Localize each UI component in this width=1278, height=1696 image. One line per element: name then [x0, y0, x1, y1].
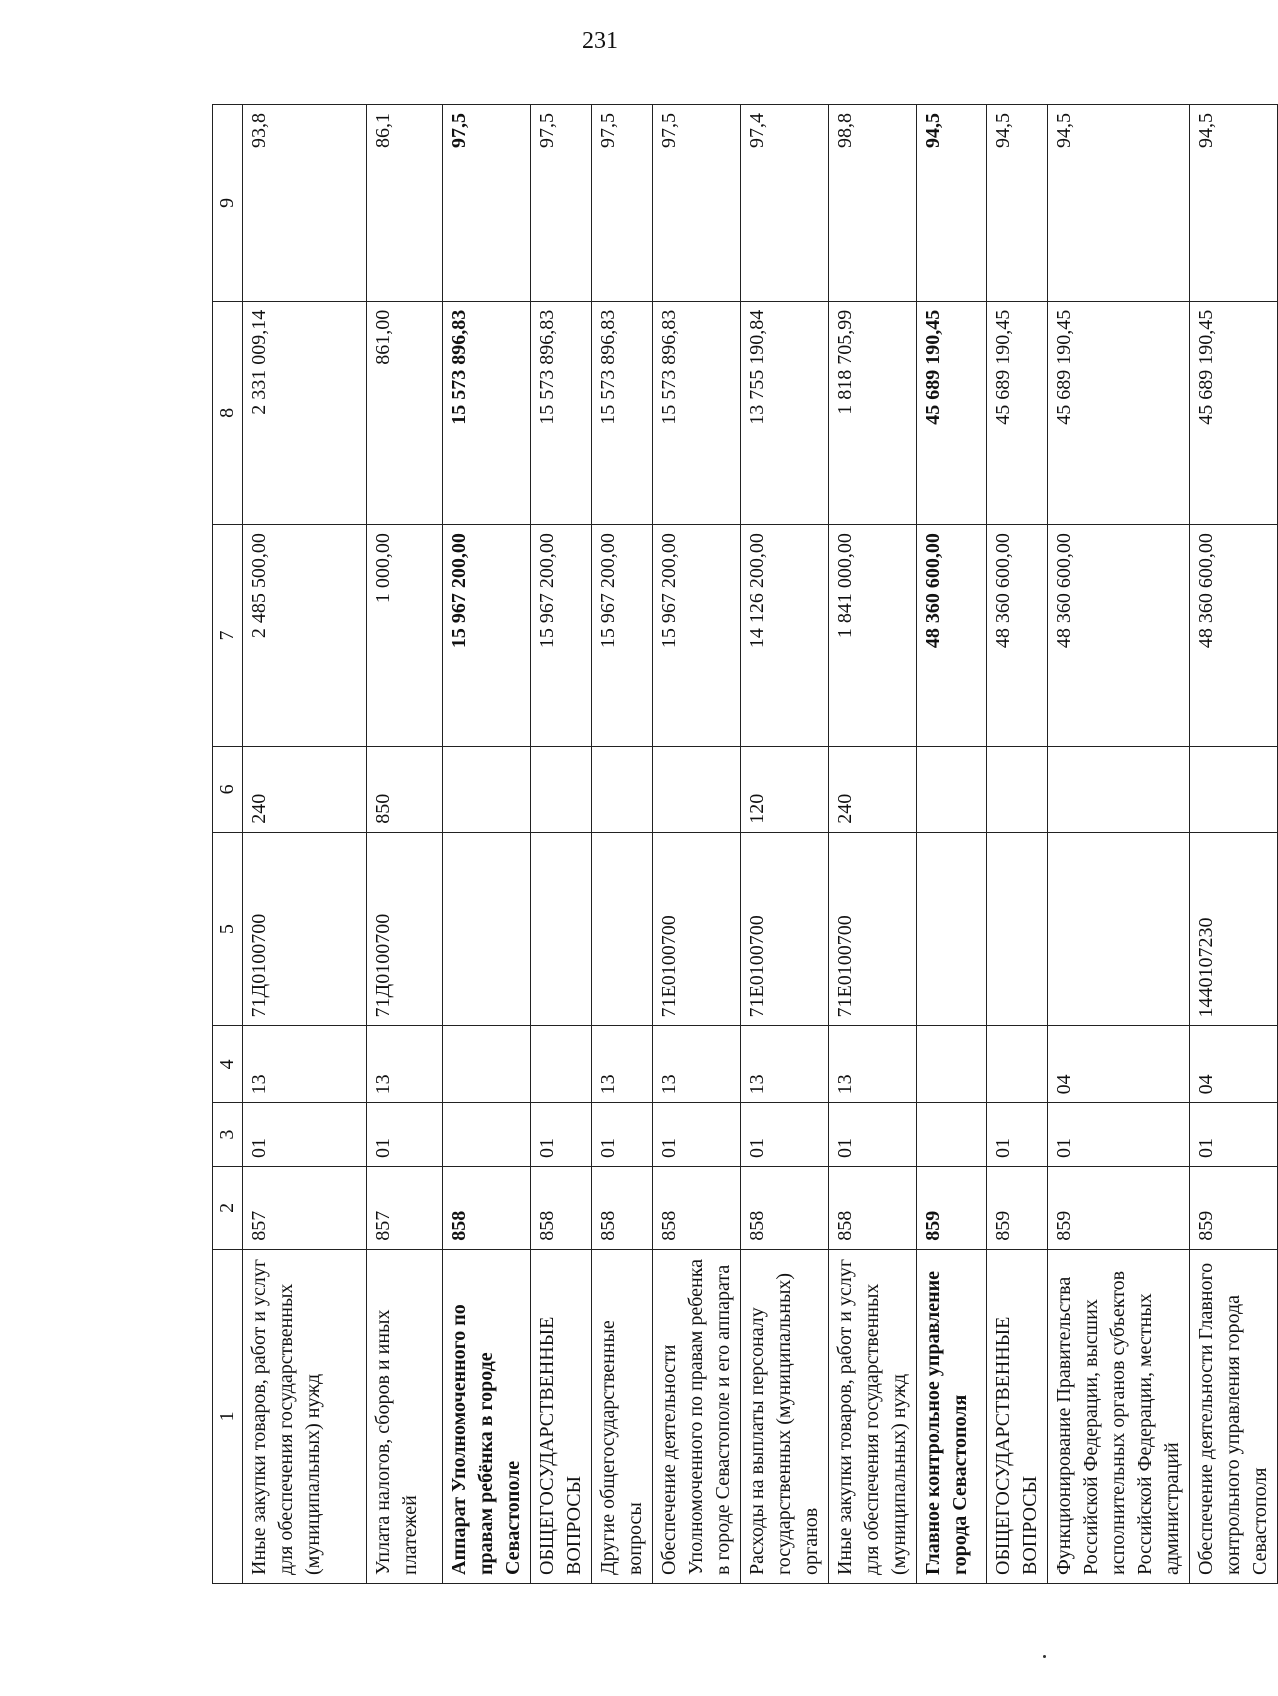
ministry-code-cell: 858 [443, 1166, 531, 1249]
column-header: 1 [213, 1249, 243, 1583]
percent-cell: 86,1 [367, 105, 443, 302]
ministry-code-cell: 858 [531, 1166, 592, 1249]
row-name-cell: Уплата налогов, сборов и иных платежей [367, 1249, 443, 1583]
table-header [213, 105, 243, 1584]
column-header: 6 [213, 746, 243, 832]
approved-amount-cell: 15 967 200,00 [592, 525, 653, 747]
subsection-cell: 13 [592, 1026, 653, 1103]
subsection-cell [531, 1026, 592, 1103]
table-row [917, 105, 987, 1584]
approved-amount-cell: 15 967 200,00 [443, 525, 531, 747]
column-header: 9 [213, 105, 243, 302]
executed-amount-cell: 1 818 705,99 [829, 301, 917, 524]
column-header: 3 [213, 1103, 243, 1167]
executed-amount-cell: 45 689 190,45 [1190, 301, 1278, 524]
expense-type-cell [592, 746, 653, 832]
target-article-cell [1048, 832, 1190, 1026]
row-name-cell: ОБЩЕГОСУДАРСТВЕННЫЕ ВОПРОСЫ [531, 1249, 592, 1583]
target-article-cell [917, 832, 987, 1026]
expense-type-cell: 850 [367, 746, 443, 832]
row-name-cell: Расходы на выплаты персоналу государственных (муниципальных) органов [741, 1249, 829, 1583]
percent-cell: 94,5 [987, 105, 1048, 302]
ministry-code-cell: 859 [917, 1166, 987, 1249]
percent-cell: 97,5 [592, 105, 653, 302]
expense-type-cell: 240 [243, 746, 367, 832]
percent-cell: 97,4 [741, 105, 829, 302]
percent-cell: 94,5 [917, 105, 987, 302]
row-name-cell: Другие общегосударственные вопросы [592, 1249, 653, 1583]
expense-type-cell [531, 746, 592, 832]
subsection-cell: 04 [1190, 1026, 1278, 1103]
expense-type-cell [653, 746, 741, 832]
executed-amount-cell: 45 689 190,45 [1048, 301, 1190, 524]
executed-amount-cell: 15 573 896,83 [653, 301, 741, 524]
expense-type-cell [987, 746, 1048, 832]
executed-amount-cell: 45 689 190,45 [917, 301, 987, 524]
percent-cell: 94,5 [1048, 105, 1190, 302]
ministry-code-cell: 857 [367, 1166, 443, 1249]
row-name-cell: Обеспечение деятельности Главного контрольного управления города Севастополя [1190, 1249, 1278, 1583]
expense-type-cell [1048, 746, 1190, 832]
section-cell: 01 [1048, 1103, 1190, 1167]
ministry-code-cell: 858 [741, 1166, 829, 1249]
percent-cell: 97,5 [531, 105, 592, 302]
percent-cell: 97,5 [653, 105, 741, 302]
row-name-cell: Иные закупки товаров, работ и услуг для обеспечения государственных (муниципальных) нужд [829, 1249, 917, 1583]
approved-amount-cell: 48 360 600,00 [987, 525, 1048, 747]
subsection-cell [443, 1026, 531, 1103]
target-article-cell: 71Е0100700 [653, 832, 741, 1026]
target-article-cell: 71Е0100700 [741, 832, 829, 1026]
section-cell [917, 1103, 987, 1167]
percent-cell: 93,8 [243, 105, 367, 302]
table-row [1190, 105, 1278, 1584]
subsection-cell [987, 1026, 1048, 1103]
approved-amount-cell: 2 485 500,00 [243, 525, 367, 747]
executed-amount-cell: 861,00 [367, 301, 443, 524]
subsection-cell: 13 [653, 1026, 741, 1103]
approved-amount-cell: 15 967 200,00 [653, 525, 741, 747]
table-row [987, 105, 1048, 1584]
ministry-code-cell: 859 [1190, 1166, 1278, 1249]
target-article-cell [531, 832, 592, 1026]
percent-cell: 98,8 [829, 105, 917, 302]
section-cell: 01 [592, 1103, 653, 1167]
rotated-table-wrapper [212, 104, 1271, 1584]
approved-amount-cell: 48 360 600,00 [917, 525, 987, 747]
column-header: 8 [213, 301, 243, 524]
table-row [531, 105, 592, 1584]
section-cell: 01 [987, 1103, 1048, 1167]
ministry-code-cell: 858 [829, 1166, 917, 1249]
table-row [243, 105, 367, 1584]
target-article-cell: 71Д0100700 [243, 832, 367, 1026]
executed-amount-cell: 13 755 190,84 [741, 301, 829, 524]
ministry-code-cell: 859 [987, 1166, 1048, 1249]
scan-speck [1043, 1655, 1046, 1658]
subsection-cell: 13 [367, 1026, 443, 1103]
executed-amount-cell: 15 573 896,83 [592, 301, 653, 524]
executed-amount-cell: 2 331 009,14 [243, 301, 367, 524]
row-name-cell: Аппарат Уполномоченного по правам ребёнка в городе Севастополе [443, 1249, 531, 1583]
target-article-cell [443, 832, 531, 1026]
executed-amount-cell: 15 573 896,83 [531, 301, 592, 524]
approved-amount-cell: 15 967 200,00 [531, 525, 592, 747]
column-header: 5 [213, 832, 243, 1026]
page-number: 231 [582, 28, 618, 54]
column-header: 7 [213, 525, 243, 747]
target-article-cell: 1440107230 [1190, 832, 1278, 1026]
section-cell: 01 [367, 1103, 443, 1167]
table-row [592, 105, 653, 1584]
percent-cell: 94,5 [1190, 105, 1278, 302]
section-cell: 01 [829, 1103, 917, 1167]
row-name-cell: Функционирование Правительства Российской Федерации, высших исполнительных органов субъектов Российской Федерации, местных администраций [1048, 1249, 1190, 1583]
subsection-cell [917, 1026, 987, 1103]
executed-amount-cell: 45 689 190,45 [987, 301, 1048, 524]
subsection-cell: 13 [829, 1026, 917, 1103]
approved-amount-cell: 48 360 600,00 [1048, 525, 1190, 747]
column-header: 2 [213, 1166, 243, 1249]
subsection-cell: 13 [243, 1026, 367, 1103]
column-header: 4 [213, 1026, 243, 1103]
table-body [243, 105, 1278, 1584]
ministry-code-cell: 857 [243, 1166, 367, 1249]
section-cell [443, 1103, 531, 1167]
target-article-cell: 71Е0100700 [829, 832, 917, 1026]
budget-table [212, 104, 1278, 1584]
expense-type-cell: 240 [829, 746, 917, 832]
row-name-cell: Иные закупки товаров, работ и услуг для обеспечения государственных (муниципальных) нужд [243, 1249, 367, 1583]
row-name-cell: ОБЩЕГОСУДАРСТВЕННЫЕ ВОПРОСЫ [987, 1249, 1048, 1583]
ministry-code-cell: 858 [592, 1166, 653, 1249]
target-article-cell [987, 832, 1048, 1026]
subsection-cell: 13 [741, 1026, 829, 1103]
table-row [741, 105, 829, 1584]
expense-type-cell [443, 746, 531, 832]
expense-type-cell: 120 [741, 746, 829, 832]
section-cell: 01 [243, 1103, 367, 1167]
target-article-cell [592, 832, 653, 1026]
ministry-code-cell: 859 [1048, 1166, 1190, 1249]
row-name-cell: Обеспечение деятельности Уполномоченного по правам ребенка в городе Севастополе и его аппарата [653, 1249, 741, 1583]
target-article-cell: 71Д0100700 [367, 832, 443, 1026]
ministry-code-cell: 858 [653, 1166, 741, 1249]
table-row [653, 105, 741, 1584]
subsection-cell: 04 [1048, 1026, 1190, 1103]
approved-amount-cell: 1 841 000,00 [829, 525, 917, 747]
executed-amount-cell: 15 573 896,83 [443, 301, 531, 524]
percent-cell: 97,5 [443, 105, 531, 302]
table-row [443, 105, 531, 1584]
approved-amount-cell: 1 000,00 [367, 525, 443, 747]
section-cell: 01 [531, 1103, 592, 1167]
section-cell: 01 [1190, 1103, 1278, 1167]
approved-amount-cell: 48 360 600,00 [1190, 525, 1278, 747]
table-row [1048, 105, 1190, 1584]
section-cell: 01 [741, 1103, 829, 1167]
section-cell: 01 [653, 1103, 741, 1167]
table-row [829, 105, 917, 1584]
row-name-cell: Главное контрольное управление города Севастополя [917, 1249, 987, 1583]
expense-type-cell [1190, 746, 1278, 832]
approved-amount-cell: 14 126 200,00 [741, 525, 829, 747]
table-row [367, 105, 443, 1584]
expense-type-cell [917, 746, 987, 832]
